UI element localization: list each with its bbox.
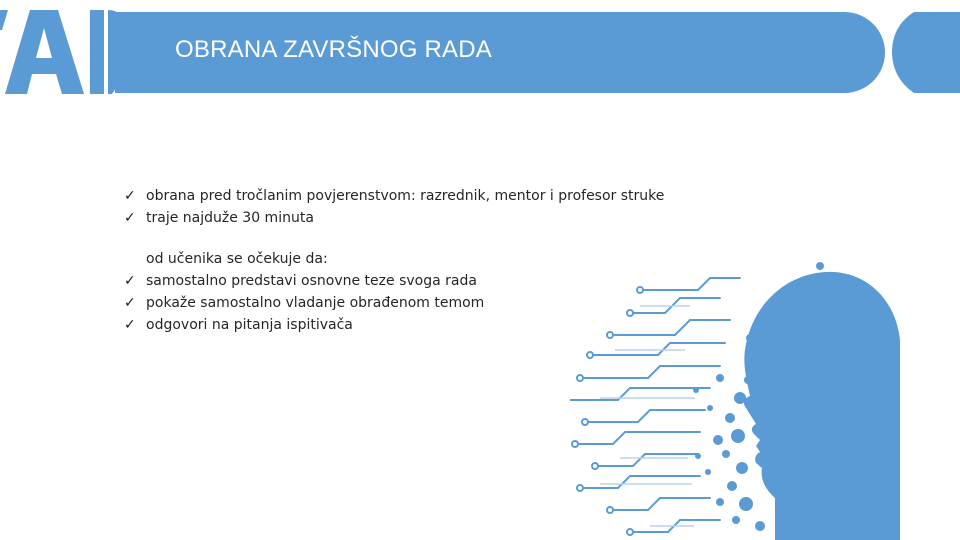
list-item xyxy=(124,185,724,207)
check-icon: ✓ xyxy=(124,317,136,333)
title-cap-decoration xyxy=(888,12,960,93)
title-bar xyxy=(115,12,885,93)
list-item-text: pokaže samostalno vladanje obrađenom temom xyxy=(146,295,485,311)
check-icon: ✓ xyxy=(124,188,136,204)
circuit-head-icon xyxy=(570,258,900,540)
list-item-text: obrana pred tročlanim povjerenstvom: razrednik, mentor i profesor struke xyxy=(146,188,665,204)
list-item-text: odgovori na pitanja ispitivača xyxy=(146,317,353,333)
check-icon: ✓ xyxy=(124,273,136,289)
page-title: OBRANA ZAVRŠNOG RADA xyxy=(175,36,492,63)
list-item-text: samostalno predstavi osnovne teze svoga rada xyxy=(146,273,477,289)
intro-label: od učenika se očekuje da: xyxy=(146,251,328,267)
list-item-text: traje najduže 30 minuta xyxy=(146,210,314,226)
check-icon: ✓ xyxy=(124,295,136,311)
check-icon: ✓ xyxy=(124,210,136,226)
list-item xyxy=(124,207,724,229)
